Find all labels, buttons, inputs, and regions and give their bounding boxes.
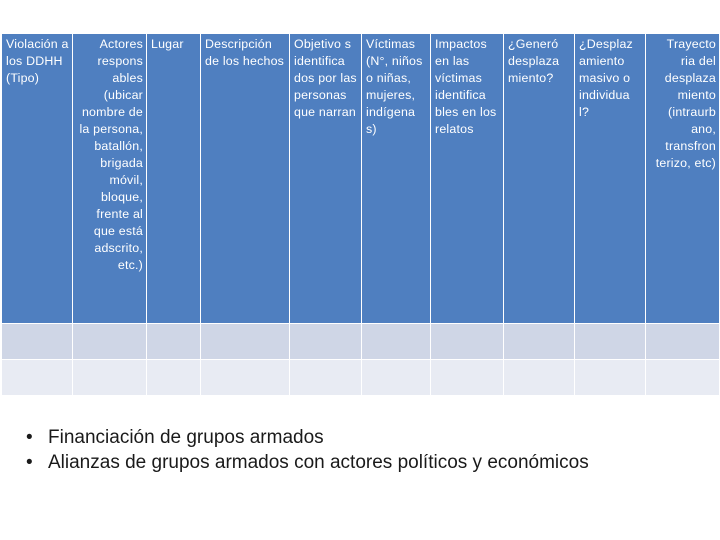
table-cell xyxy=(2,324,73,360)
header-cell-description: Descripción de los hechos xyxy=(201,34,290,324)
header-cell-displacement-type: ¿Desplaz amiento masivo o individua l? xyxy=(575,34,646,324)
table-cell xyxy=(646,324,720,360)
header-cell-displacement: ¿Generó desplaza miento? xyxy=(504,34,575,324)
bullet-text: Alianzas de grupos armados con actores políticos y económicos xyxy=(48,452,589,473)
table-header-row xyxy=(2,34,720,324)
bullet-list xyxy=(26,425,589,475)
table-cell xyxy=(504,360,575,396)
table-row xyxy=(2,360,720,396)
table-row xyxy=(2,324,720,360)
table-cell xyxy=(646,360,720,396)
bullet-marker: • xyxy=(26,452,33,473)
table-cell xyxy=(362,324,431,360)
table-cell xyxy=(290,360,362,396)
header-cell-impacts: Impactos en las víctimas identifica bles en los relatos xyxy=(431,34,504,324)
table-cell xyxy=(147,360,201,396)
table-cell xyxy=(290,324,362,360)
table-cell xyxy=(73,324,147,360)
header-cell-responsible-actors: Actores respons ables (ubicar nombre de la persona, batallón, brigada móvil, bloque, frente al que está adscrito, etc.) xyxy=(73,34,147,324)
table-cell xyxy=(575,360,646,396)
bullet-text: Financiación de grupos armados xyxy=(48,427,324,448)
table-cell xyxy=(147,324,201,360)
table-cell xyxy=(2,360,73,396)
data-collection-table xyxy=(1,33,720,396)
header-cell-displacement-trajectory: Trayecto ria del desplaza miento (intraurb ano, transfron terizo, etc) xyxy=(646,34,720,324)
table-cell xyxy=(504,324,575,360)
table-cell xyxy=(575,324,646,360)
bullet-marker: • xyxy=(26,427,33,448)
table-cell xyxy=(201,324,290,360)
table-cell xyxy=(362,360,431,396)
header-cell-victims: Víctimas (N°, niños o niñas, mujeres, indígena s) xyxy=(362,34,431,324)
table-cell xyxy=(431,360,504,396)
table-cell xyxy=(73,360,147,396)
header-cell-place: Lugar xyxy=(147,34,201,324)
table-cell xyxy=(431,324,504,360)
bullet-item-financing xyxy=(26,425,589,450)
header-cell-violation-type: Violación a los DDHH (Tipo) xyxy=(2,34,73,324)
bullet-item-alliances xyxy=(26,450,589,475)
table-cell xyxy=(201,360,290,396)
header-cell-targets: Objetivo s identifica dos por las personas que narran xyxy=(290,34,362,324)
